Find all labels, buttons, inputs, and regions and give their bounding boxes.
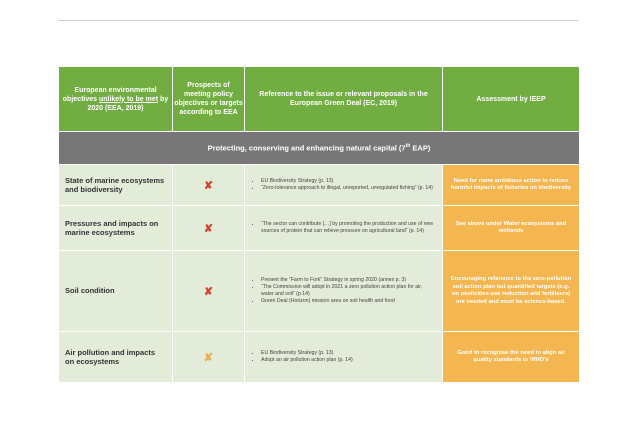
header-assessment: Assessment by IEEP: [443, 67, 580, 132]
reference-item: • Adopt an air pollution action plan (p. 14): [261, 357, 436, 364]
section-title-text: Protecting, conserving and enhancing natural capital (7: [207, 143, 406, 153]
page-top-rule: [58, 20, 578, 21]
reference-item: • “The Commission will adopt in 2021 a zero pollution action plan for air, water and soil” (p.14): [261, 284, 436, 298]
reference-item: • “Zero-tolerance approach to illegal, unreported, unregulated fishing” (p. 14): [261, 185, 436, 192]
reference-item: • EU Biodiversity Strategy (p. 13): [261, 178, 436, 185]
objective-cell: State of marine ecosystems and biodiversity: [59, 165, 173, 206]
reference-cell: [245, 165, 443, 206]
reference-item: • “The sector can contribute […] by promoting the production and use of new sources of protein that can relieve pressure on agricultural land” (p. 14): [261, 221, 436, 235]
objective-cell: Soil condition: [59, 251, 173, 332]
objective-cell: Air pollution and impacts on ecosystems: [59, 332, 173, 383]
header-objectives-text-a: European environmental objectives: [62, 86, 157, 103]
reference-item: • Green Deal (Horizon) mission area on soil health and food: [261, 298, 436, 305]
assessment-table: [58, 66, 580, 383]
table-row: [59, 165, 580, 206]
cross-mark-icon: ✘: [173, 165, 245, 206]
assessment-cell: Good to recognise the need to align air quality standards to WHO’s: [443, 332, 580, 383]
assessment-cell: Need for more ambitious action to reduce harmful impacts of fisheries on biodiversity: [443, 165, 580, 206]
assessment-cell: Encouraging reference to the zero-pollution soil action plan but quantified targets (e.g. on pesticides use reduction and fertilisers) are needed and must be science-based.: [443, 251, 580, 332]
reference-item: • EU Biodiversity Strategy (p. 13): [261, 350, 436, 357]
header-objectives-text-b: by 2020 (EEA, 2019): [87, 95, 169, 112]
cross-mark-icon: ✘: [173, 206, 245, 251]
section-row: [59, 132, 580, 165]
table-row: [59, 206, 580, 251]
reference-cell: [245, 206, 443, 251]
header-objectives: [59, 67, 173, 132]
reference-cell: [245, 332, 443, 383]
header-prospects: Prospects of meeting policy objectives or targets according to EEA: [173, 67, 245, 132]
assessment-cell: See above under Water ecosystems and wetlands: [443, 206, 580, 251]
cross-mark-icon: ✘: [173, 251, 245, 332]
table-row: [59, 332, 580, 383]
reference-cell: [245, 251, 443, 332]
table-row: [59, 251, 580, 332]
objective-cell: Pressures and impacts on marine ecosystems: [59, 206, 173, 251]
cross-mark-icon: ✘: [173, 332, 245, 383]
section-title-sup: th: [405, 143, 411, 150]
section-title-suffix: EAP): [410, 143, 431, 153]
table-header-row: [59, 67, 580, 132]
reference-item: • Present the “Farm to Fork” Strategy in spring 2020 (annex p. 3): [261, 277, 436, 284]
header-objectives-underlined: unlikely to be met: [98, 95, 159, 103]
header-reference: Reference to the issue or relevant proposals in the European Green Deal (EC, 2019): [245, 67, 443, 132]
section-title: [59, 132, 580, 165]
